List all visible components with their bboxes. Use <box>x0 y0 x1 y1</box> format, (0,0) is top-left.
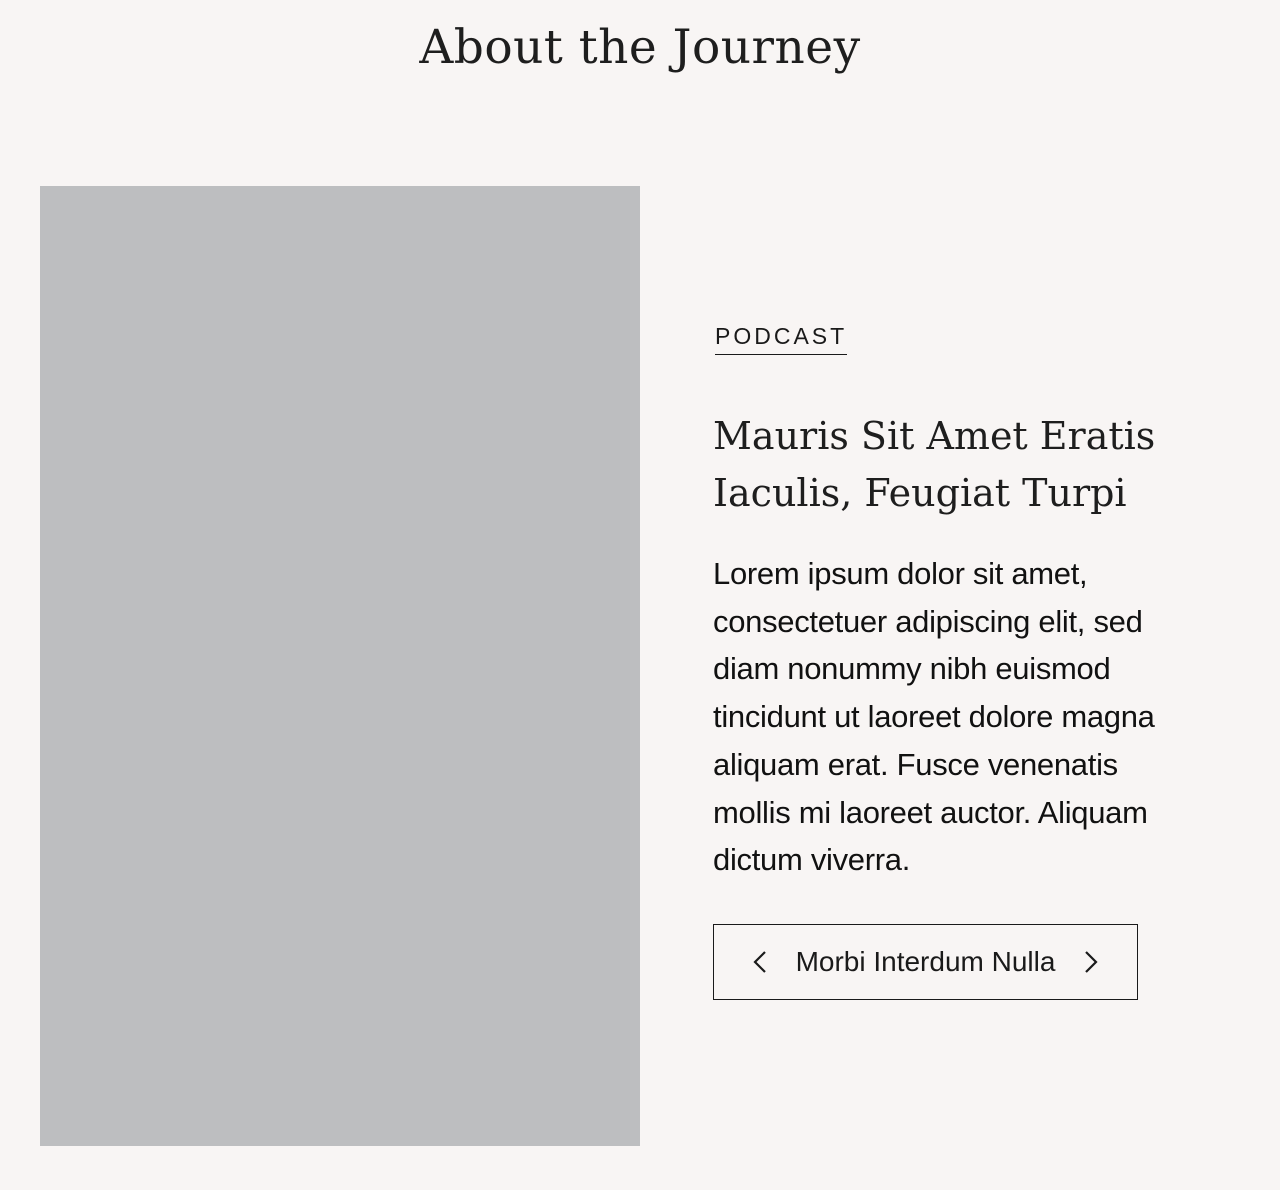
category-link[interactable]: PODCAST <box>715 322 847 355</box>
chevron-left-icon <box>748 950 772 974</box>
chevron-right-icon <box>1079 950 1103 974</box>
button-label: Morbi Interdum Nulla <box>795 946 1056 977</box>
feature-image <box>40 186 640 1146</box>
article-body: Lorem ipsum dolor sit amet, consectetuer adipiscing elit, sed diam nonummy nibh euismod tincidunt ut laoreet dolore magna aliquam erat. Fusce venenatis mollis mi laoreet auctor. Aliquam dictum viverra. <box>713 556 1155 878</box>
page-title: About the Journey <box>419 20 861 75</box>
article-title: Mauris Sit Amet Eratis Iaculis, Feugiat Turpi <box>713 414 1156 515</box>
morbi-interdum-nulla-button[interactable] <box>713 924 1138 1000</box>
